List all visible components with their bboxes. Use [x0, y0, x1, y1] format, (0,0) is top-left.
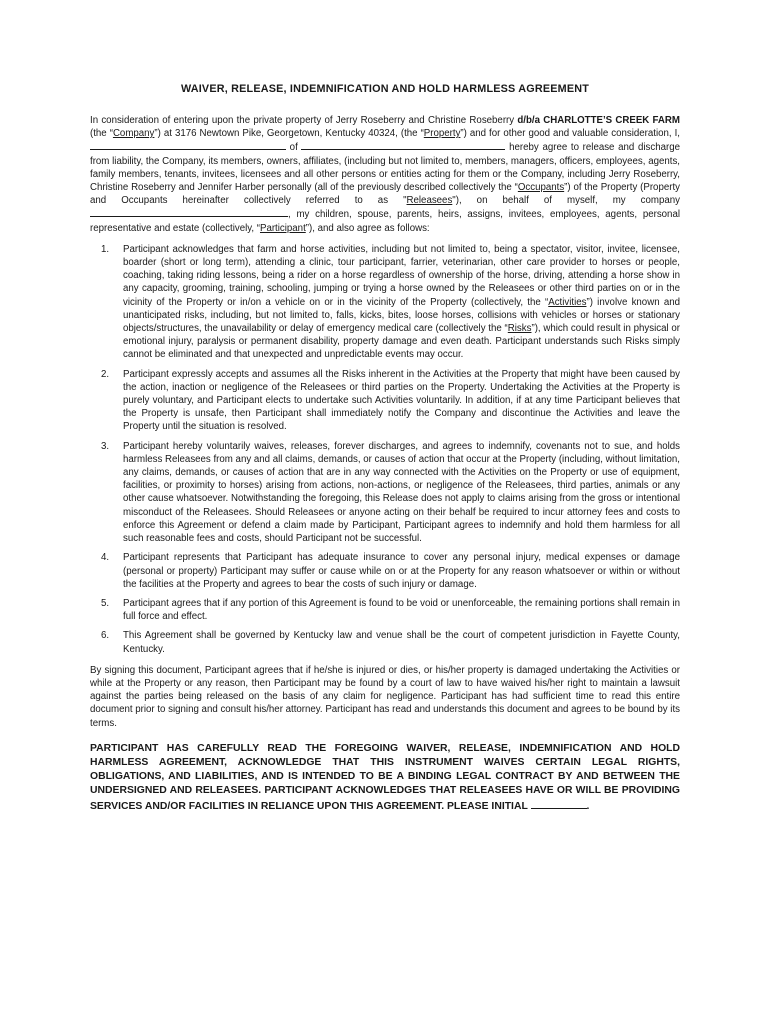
item-text: Participant hereby voluntarily waives, releases, forever discharges, and agrees to indemnify, covenants not to sue, and holds harmless Releasees from any and all claims, demands, or causes of action that occur at the Property (including, without limitation, any claims, demands, or causes of action that are in any way connected with the Activities on the Property or use of equipment, facilities, or proximity to horses) arising from actions, non-actions, or negligence of the Releasees, third parties, animals or any other cause whatsoever. Notwithstanding the foregoing, this Release does not apply to claims arising from the gross or intentional misconduct of the Releasees. Should Releasees or anyone acting on their behalf be required to incur attorney fees and costs to enforce this Agreement or defend a claim made by Participant, Participant agrees to indemnify and hold them harmless for all such reasonable fees and costs, should Participant not be successful. [123, 440, 680, 545]
intro-text: of [286, 142, 302, 154]
intro-text: (the “ [90, 128, 113, 140]
property-term: Property [423, 128, 461, 140]
item-text: Participant represents that Participant has adequate insurance to cover any personal injury, medical expenses or damage (personal or property) Participant may suffer or cause while on or at the Property for any reason whatsoever or within or without the facilities at the Property and agrees to bear the costs of such injury or damage. [123, 552, 680, 590]
risks-term: Risks [507, 323, 532, 335]
intro-text: hereby agree to release and discharge from liability, the Company, its members, owners, affiliates, (including but not limited to, members, managers, officers, employees, agents, family members, tenants, invitees, licensees and all other persons or entities acting for them or the Company, including Jerry Roseberry, Christine Roseberry and Jennifer Harber personally (all of the previously described collectively the “ [90, 142, 680, 194]
item-text: ”) involve known and unanticipated risks, including, but not limited to, falls, kicks, bites, loose horses, collisions with vehicles or horses or stationary objects/structures, the unavailability or delay of emergency medical care (collectively the “ [123, 296, 680, 335]
dba-name: d/b/a CHARLOTTE’S CREEK FARM [517, 115, 680, 126]
acknowledgement-text: PARTICIPANT HAS CAREFULLY READ THE FOREGOING WAIVER, RELEASE, INDEMNIFICATION AND HOLD HARMLESS AGREEMENT, ACKNOWLEDGE THAT THIS INSTRUMENT WAIVES CERTAIN LEGAL RIGHTS, OBLIGATIONS, AND LIABILITIES, AND IS INTENDED TO BE A BINDING LEGAL CONTRACT BY AND BETWEEN THE UNDERSIGNED AND RELEASEES. PARTICIPANT ACKNOWLEDGES THAT RELEASEES HAVE OR WILL BE PROVIDING SERVICES AND/OR FACILITIES IN RELIANCE UPON THIS AGREEMENT. PLEASE INITIAL [90, 742, 680, 812]
releasees-term: Releasees [406, 195, 453, 207]
acknowledgement-paragraph [90, 742, 680, 814]
item-number: 5. [101, 597, 110, 609]
participant-address-blank[interactable] [301, 140, 505, 150]
intro-text: In consideration of entering upon the private property of Jerry Roseberry and Christine Roseberry [90, 115, 518, 126]
participant-name-blank[interactable] [90, 140, 286, 150]
item-text: This Agreement shall be governed by Kentucky law and venue shall be the court of competent jurisdiction in Fayette County, Kentucky. [123, 630, 680, 655]
item-text: Participant agrees that if any portion of this Agreement is found to be void or unenforceable, the remaining portions shall remain in full force and effect. [123, 597, 680, 623]
list-item [90, 629, 680, 655]
terms-list [90, 243, 680, 656]
item-text: ”), which could result in physical or emotional injury, paralysis or permanent disability, property damage and even death. Participant understands such Risks simply cannot be eliminated and that unexpected and unpredictable events may occur. [123, 323, 681, 361]
acknowledgement-end: . [586, 800, 590, 812]
occupants-term: Occupants [517, 182, 565, 194]
intro-text: ”) of the Property (Property and Occupants hereinafter collectively referred to as " [90, 182, 680, 207]
intro-text: ”), and also agree as follows: [305, 222, 430, 234]
intro-text: "), on behalf of myself, my company [452, 195, 680, 207]
item-number: 3. [101, 440, 110, 452]
company-term: Company [112, 128, 155, 140]
intro-text: ”) at 3176 Newtown Pike, Georgetown, Kentucky 40324, (the “ [154, 128, 424, 140]
list-item [90, 551, 680, 591]
document-body [90, 82, 680, 824]
item-number: 6. [101, 630, 110, 642]
item-number: 1. [101, 243, 110, 255]
item-text: Participant acknowledges that farm and horse activities, including but not limited to, being a spectator, visitor, invitee, licensee, boarder (short or long term), attending a clinic, tour participant, farrier, veterinarian, other care provider to horses or people, coaching, taking riding lessons, being a rider on a horse regardless of ownership of the horse, driving, attending a horse show in any capacity, grooming, training, schooling, jumping or trying a horse owned by the Releasees or other third parties on or in the vicinity of the Property or in/on a vehicle on or in the vicinity of the Property (collectively, the “ [123, 243, 680, 308]
item-number: 2. [101, 368, 110, 380]
initial-blank[interactable] [531, 798, 587, 809]
closing-paragraph: By signing this document, Participant agrees that if he/she is injured or dies, or his/her property is damaged undertaking the Activities or while at the Property or any reason, then Participant may be found by a court of law to have waived his/her right to maintain a lawsuit against the parties being released on the basis of any claim for negligence. Participant has had sufficient time to read this entire document prior to signing and consult his/her attorney. Participant has read and understands this document and agrees to be bound by its terms. [90, 664, 680, 729]
item-text: Participant expressly accepts and assumes all the Risks inherent in the Activities at the Property that might have been caused by the action, inaction or negligence of the Releasees or third parties on the Property. Undertaking the Activities at the Property is purely voluntary, and Participant elects to undertake such Activities voluntarily. In addition, if at any time Participant believes that the Property is unsafe, then Participant shall immediately notify the Company and discontinue the Activities and leave the Property until the situation is resolved. [123, 368, 680, 433]
list-item [90, 440, 680, 546]
participant-term: Participant [259, 222, 306, 234]
intro-text: ”) and for other good and valuable consideration, I, [460, 128, 680, 140]
intro-paragraph [90, 114, 680, 235]
list-item [90, 243, 680, 362]
intro-text: , my children, spouse, parents, heirs, assigns, invitees, employees, agents, personal representative and estate (collectively, “ [90, 209, 680, 234]
document-title: WAIVER, RELEASE, INDEMNIFICATION AND HOLD HARMLESS AGREEMENT [180, 83, 590, 95]
list-item [90, 597, 680, 623]
activities-term: Activities [548, 296, 587, 308]
list-item [90, 368, 680, 434]
company-name-blank[interactable] [90, 207, 288, 217]
item-number: 4. [101, 552, 110, 564]
